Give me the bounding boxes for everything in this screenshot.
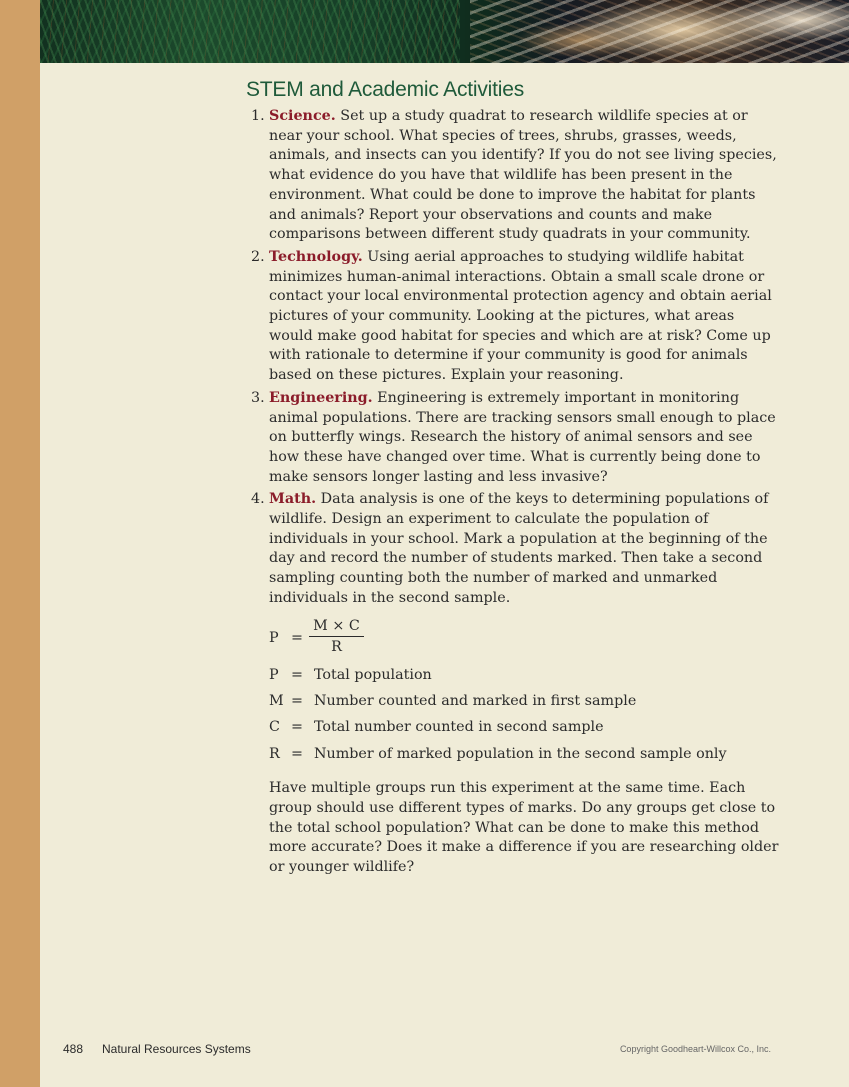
activity-number: 3.	[251, 389, 265, 406]
formula-equals: =	[291, 629, 303, 646]
math-closing-paragraph: Have multiple groups run this experiment at the same time. Each group should use different types of marks. Do any groups get close to the total school population? What can be done to make this method more accurate? Does it make a difference if you are researching older or younger wildlife?	[269, 780, 779, 875]
activities-list	[251, 107, 781, 881]
definition-symbol: M	[269, 692, 284, 709]
section-heading: STEM and Academic Activities	[246, 78, 525, 101]
rock-texture	[470, 0, 849, 63]
definition-equals: =	[291, 719, 303, 736]
activity-technology	[251, 248, 781, 386]
activity-science	[251, 107, 781, 245]
activity-lead: Science.	[269, 108, 336, 124]
pine-needles-texture	[40, 0, 460, 63]
definition-row	[269, 691, 781, 717]
activity-lead: Engineering.	[269, 389, 373, 406]
definition-symbol: P	[269, 666, 279, 683]
population-formula	[269, 617, 781, 659]
page-edge-band	[0, 0, 40, 1087]
activity-text: Using aerial approaches to studying wildlife habitat minimizes human-animal interactions. Obtain a small scale drone or contact your local environmental protection agency and obtain aerial pictures of your community. Looking at the pictures, what areas would make good habitat for species and which are at risk? Come up with rationale to determine if your community is good for animals based on these pictures. Explain your reasoning.	[269, 248, 772, 384]
definition-equals: =	[291, 745, 303, 762]
definition-meaning: Total population	[314, 666, 432, 683]
activity-text: Engineering is extremely important in monitoring animal populations. There are tracking sensors small enough to place on butterfly wings. Research the history of animal sensors and see how these have changed over time. What is currently being done to make sensors longer lasting and less invasive?	[269, 389, 776, 485]
formula-denominator: R	[331, 638, 342, 655]
book-title: Natural Resources Systems	[102, 1042, 251, 1056]
formula-lhs: P	[269, 629, 279, 646]
copyright-notice: Copyright Goodheart-Willcox Co., Inc.	[619, 1044, 771, 1054]
activity-engineering	[251, 389, 781, 488]
formula-fraction	[309, 617, 364, 657]
definition-row	[269, 744, 781, 770]
activity-number: 2.	[251, 248, 265, 265]
definition-row	[269, 717, 781, 743]
formula-numerator: M × C	[309, 617, 364, 637]
activity-number: 1.	[251, 108, 265, 124]
definition-symbol: R	[269, 745, 280, 762]
activity-number: 4.	[251, 491, 265, 508]
activity-text: Data analysis is one of the keys to determining populations of wildlife. Design an experiment to calculate the population of individuals in your school. Mark a population at the beginning of the day and record the number of students marked. Then take a second sampling counting both the number of marked and unmarked individuals in the second sample.	[269, 491, 769, 606]
activity-lead: Math.	[269, 491, 317, 508]
activity-lead: Technology.	[269, 248, 363, 265]
page-number: 488	[63, 1042, 84, 1056]
definition-equals: =	[291, 666, 303, 683]
definition-meaning: Total number counted in second sample	[314, 719, 604, 736]
definition-meaning: Number of marked population in the second sample only	[314, 745, 727, 762]
banner-photo	[40, 0, 849, 63]
activity-math	[251, 490, 781, 877]
definition-meaning: Number counted and marked in first sample	[314, 692, 637, 709]
variable-definitions	[269, 665, 781, 771]
definition-row	[269, 665, 781, 691]
page-footer	[63, 1042, 771, 1058]
definition-symbol: C	[269, 719, 280, 736]
activity-text: Set up a study quadrat to research wildlife species at or near your school. What species of trees, shrubs, grasses, weeds, animals, and insects can you identify? If you do not see living species, what evidence do you have that wildlife has been present in the environment. What could be done to improve the habitat for plants and animals? Report your observations and counts and make comparisons between different study quadrats in your community.	[269, 108, 777, 243]
definition-equals: =	[291, 692, 303, 709]
